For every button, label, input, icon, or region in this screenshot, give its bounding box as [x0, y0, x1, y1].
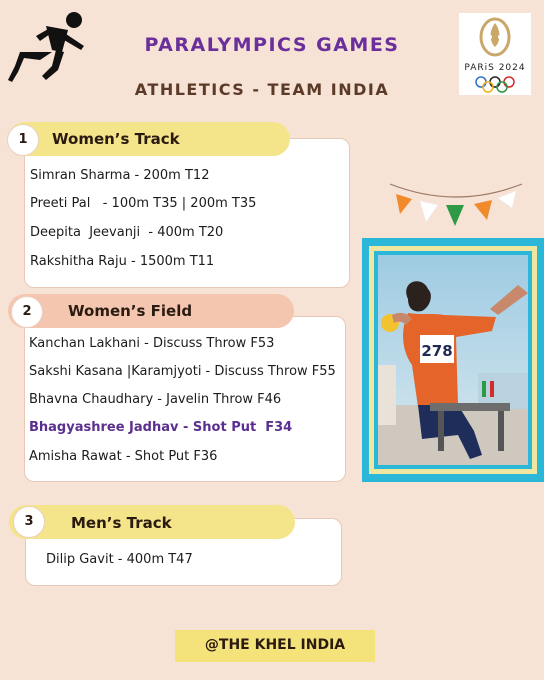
section-1-number: 1	[7, 124, 39, 156]
page-title: PARALYMPICS GAMES	[144, 34, 400, 56]
page-subtitle: ATHLETICS - TEAM INDIA	[134, 80, 390, 99]
list-item: Deepita Jeevanji - 400m T20	[30, 225, 224, 240]
list-item-highlight: Bhagyashree Jadhav - Shot Put F34	[29, 420, 293, 435]
list-item: Simran Sharma - 200m T12	[30, 168, 210, 183]
section-2-number: 2	[11, 296, 43, 328]
athlete-photo	[378, 255, 528, 465]
footer-handle: @THE KHEL INDIA	[204, 637, 346, 653]
bib-number: 278	[421, 342, 453, 360]
paris-2024-logo	[459, 13, 531, 95]
list-item: Rakshitha Raju - 1500m T11	[30, 254, 215, 269]
list-item: Amisha Rawat - Shot Put F36	[29, 449, 218, 464]
section-3-number: 3	[13, 506, 45, 538]
list-item: Kanchan Lakhani - Discuss Throw F53	[29, 336, 275, 351]
section-1-title: Women’s Track	[52, 130, 180, 148]
paris-2024-text: PARiS 2024	[464, 63, 526, 73]
list-item: Preeti Pal - 100m T35 | 200m T35	[30, 196, 257, 211]
list-item: Sakshi Kasana |Karamjyoti - Discuss Throw F55	[29, 364, 336, 379]
section-2-title: Women’s Field	[68, 302, 193, 320]
bunting-flags	[388, 180, 524, 230]
list-item: Dilip Gavit - 400m T47	[46, 552, 193, 567]
olympic-rings-icon	[459, 75, 531, 93]
list-item: Bhavna Chaudhary - Javelin Throw F46	[29, 392, 282, 407]
section-3-title: Men’s Track	[71, 514, 172, 532]
